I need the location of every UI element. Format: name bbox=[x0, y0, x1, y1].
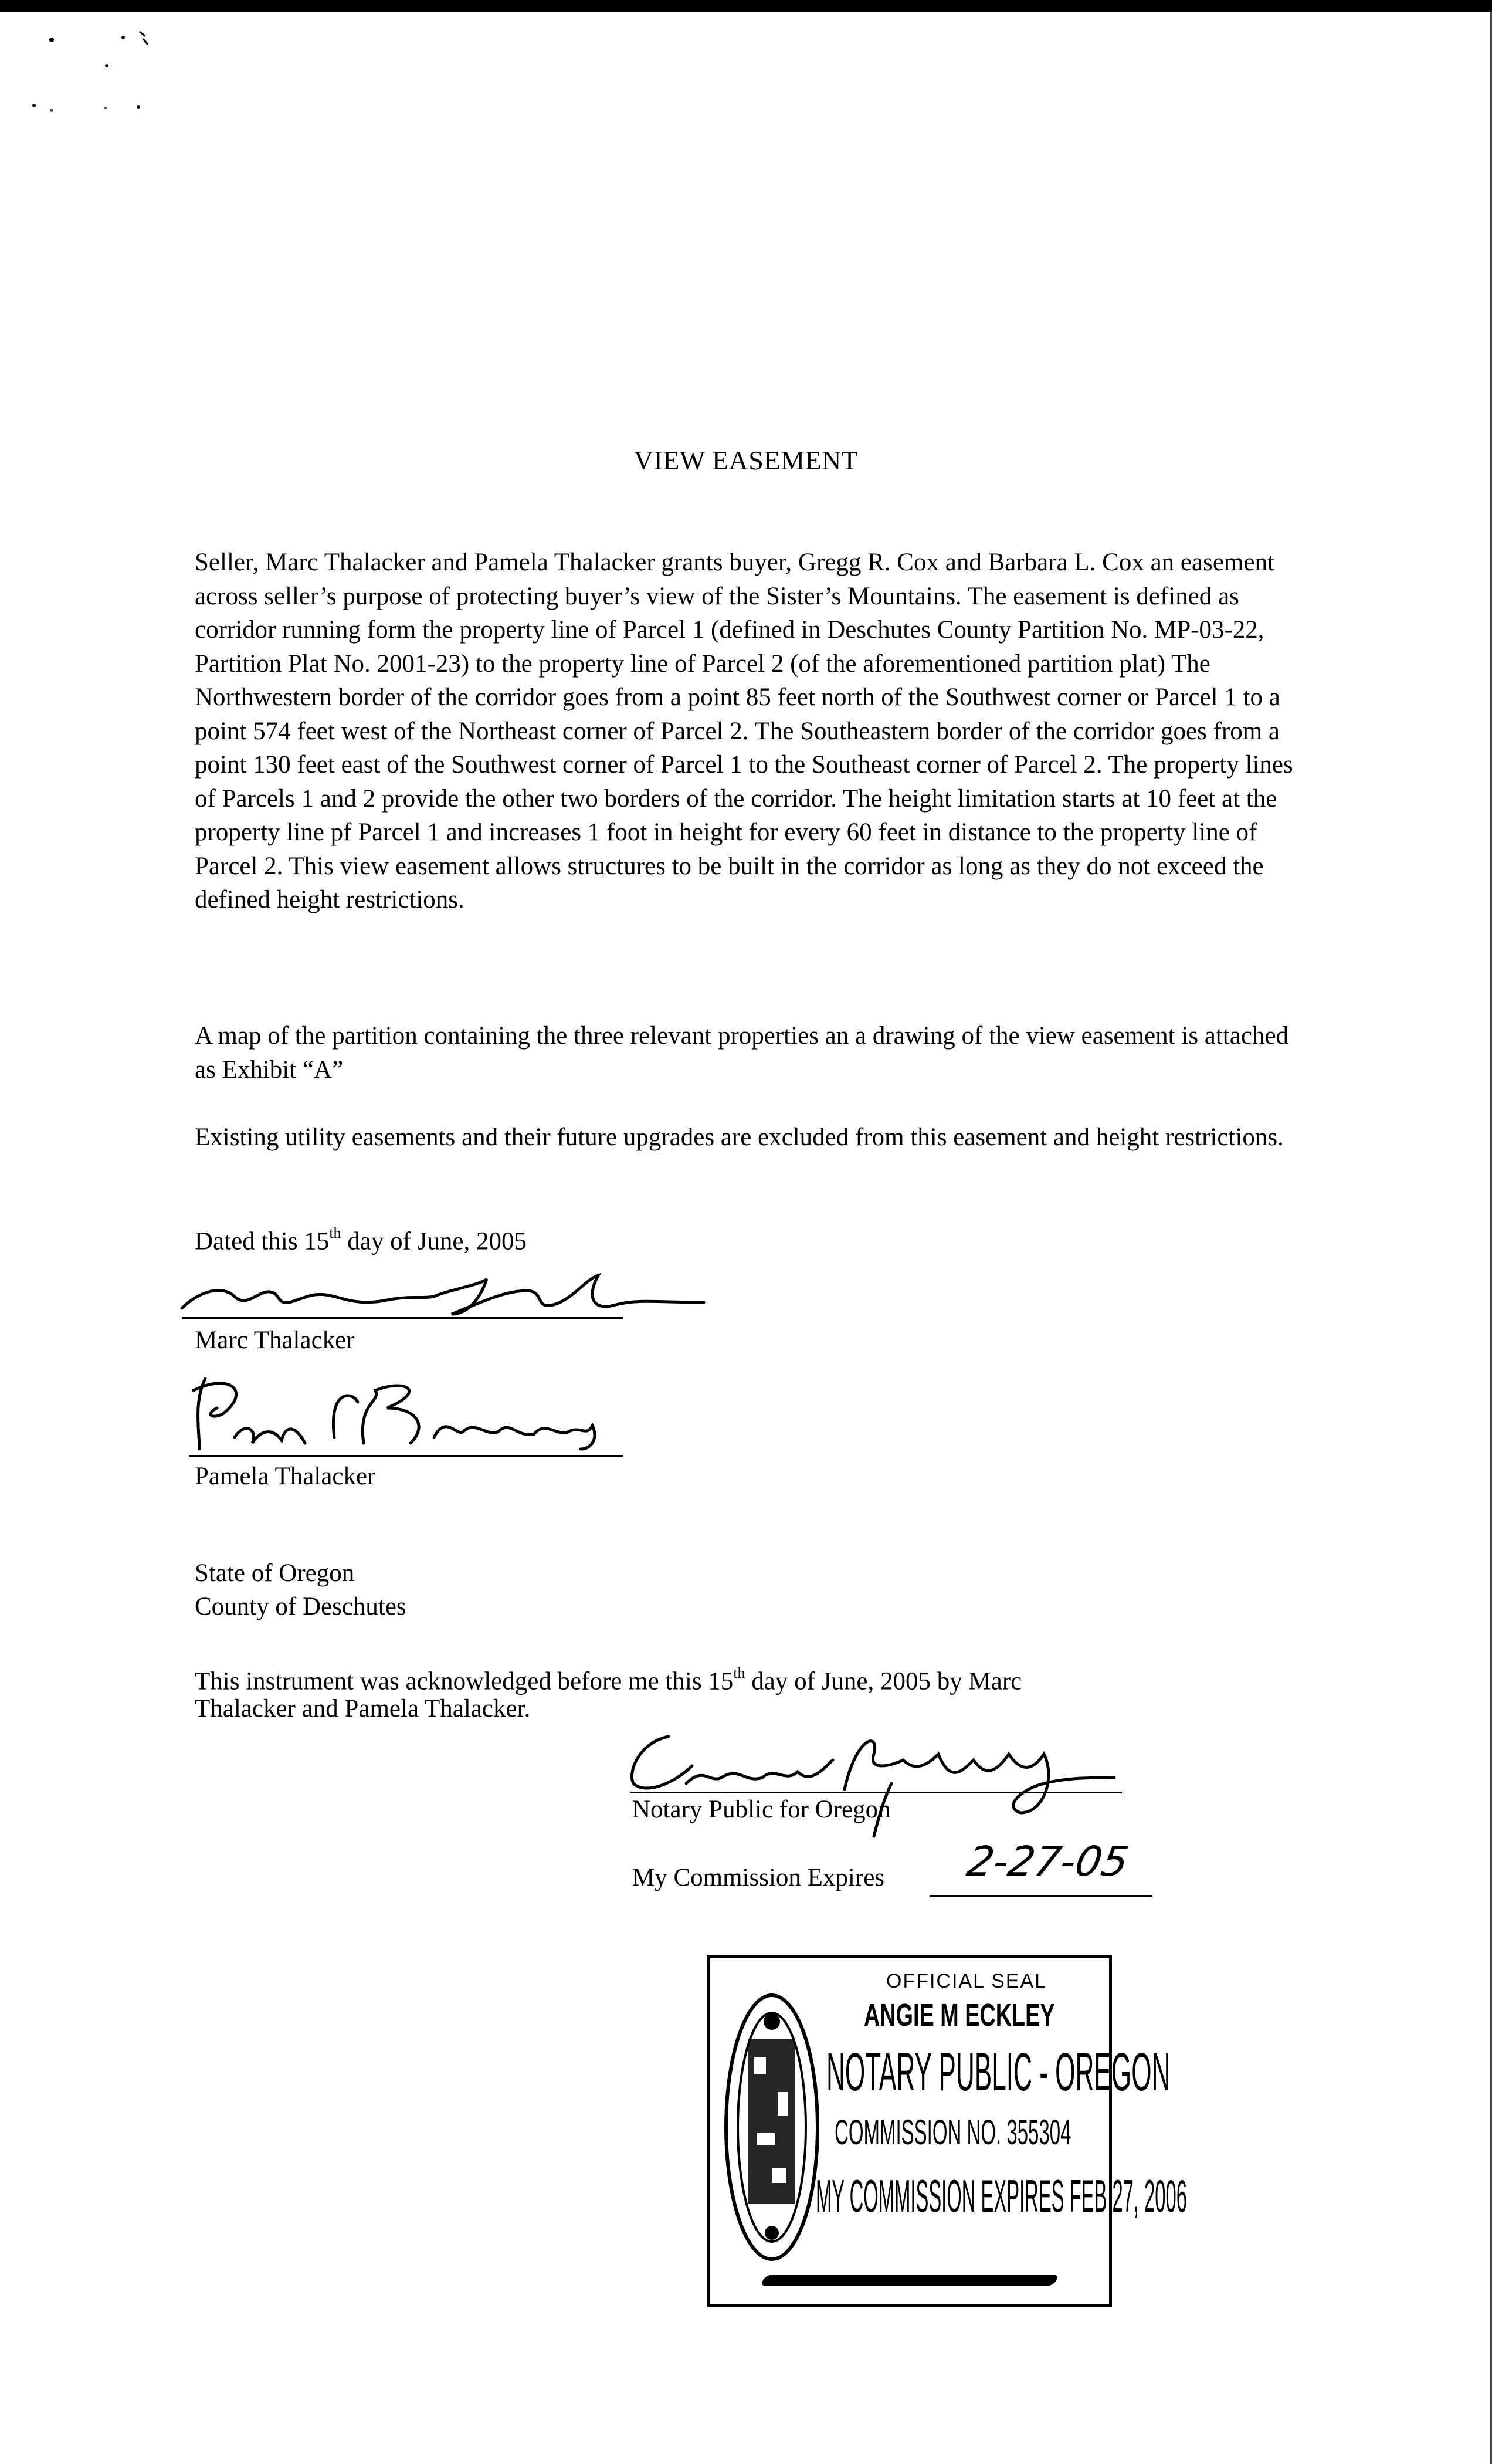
seal-commission-expiry: MY COMMISSION EXPIRES FEB 27, 2006 bbox=[816, 2170, 1187, 2222]
scan-specks bbox=[0, 0, 176, 129]
utility-exclusion-paragraph: Existing utility easements and their future upgrades are excluded from this easement and height restrictions. bbox=[195, 1123, 1284, 1151]
venue-state: State of Oregon bbox=[195, 1559, 355, 1587]
commission-expires-label: My Commission Expires bbox=[632, 1864, 885, 1891]
official-notary-seal bbox=[707, 1955, 1187, 2307]
seal-notary-name: ANGIE M ECKLEY bbox=[864, 1998, 1055, 2033]
scan-right-edge bbox=[1490, 12, 1492, 2464]
commission-date-line bbox=[930, 1895, 1152, 1897]
acknowledgment-line-2: Thalacker and Pamela Thalacker. bbox=[195, 1695, 531, 1722]
notary-title: Notary Public for Oregon bbox=[632, 1796, 891, 1823]
signatory-marc-name: Marc Thalacker bbox=[195, 1326, 355, 1354]
easement-description-paragraph: Seller, Marc Thalacker and Pamela Thalacker grants buyer, Gregg R. Cox and Barbara L. Cox an easement across seller’s purpose of protecting buyer’s view of the Sister’s Mountains. The easement is defined as corridor running form the property line of Parcel 1 (defined in Deschutes County Partition No. MP-03-22, Partition Plat No. 2001-23) to the property line of Parcel 2 (of the aforementioned partition plat) The Northwestern border of the corridor goes from a point 85 feet north of the Southwest corner or Parcel 1 to a point 574 feet west of the Northeast corner of Parcel 2. The Southeastern border of the corridor goes from a point 130 feet east of the Southwest corner of Parcel 1 to the Southeast corner of Parcel 2. The property lines of Parcels 1 and 2 provide the other two borders of the corridor. The height limitation starts at 10 feet at the property line pf Parcel 1 and increases 1 foot in height for every 60 feet in distance to the property line of Parcel 2. This view easement allows structures to be built in the corridor as long as they do not exceed the defined height restrictions. bbox=[195, 549, 1293, 913]
commission-expires-date: 2-27-05 bbox=[963, 1837, 1132, 1886]
pamela-thalacker-signature bbox=[182, 1367, 651, 1461]
oregon-seal-emblem-icon bbox=[722, 1986, 822, 2268]
exhibit-paragraph: A map of the partition containing the three relevant properties an a drawing of the view easement is attached as Exhibit “A” bbox=[195, 1022, 1289, 1084]
document-title: VIEW EASEMENT bbox=[633, 445, 859, 475]
seal-stamp-smear bbox=[760, 2275, 1059, 2286]
marc-thalacker-signature bbox=[176, 1255, 762, 1326]
dated-line: Dated this 15th day of June, 2005 bbox=[195, 1224, 527, 1255]
signatory-pamela-name: Pamela Thalacker bbox=[195, 1463, 376, 1490]
acknowledgment-line-1: This instrument was acknowledged before me this 15th day of June, 2005 by Marc bbox=[195, 1664, 1022, 1695]
scan-top-border bbox=[0, 0, 1492, 12]
venue-county: County of Deschutes bbox=[195, 1593, 406, 1620]
seal-commission-number: COMMISSION NO. 355304 bbox=[835, 2113, 1071, 2152]
seal-notary-public-oregon: NOTARY PUBLIC - OREGON bbox=[826, 2042, 1171, 2102]
seal-official-seal-label: OFFICIAL SEAL bbox=[886, 1970, 1047, 1992]
